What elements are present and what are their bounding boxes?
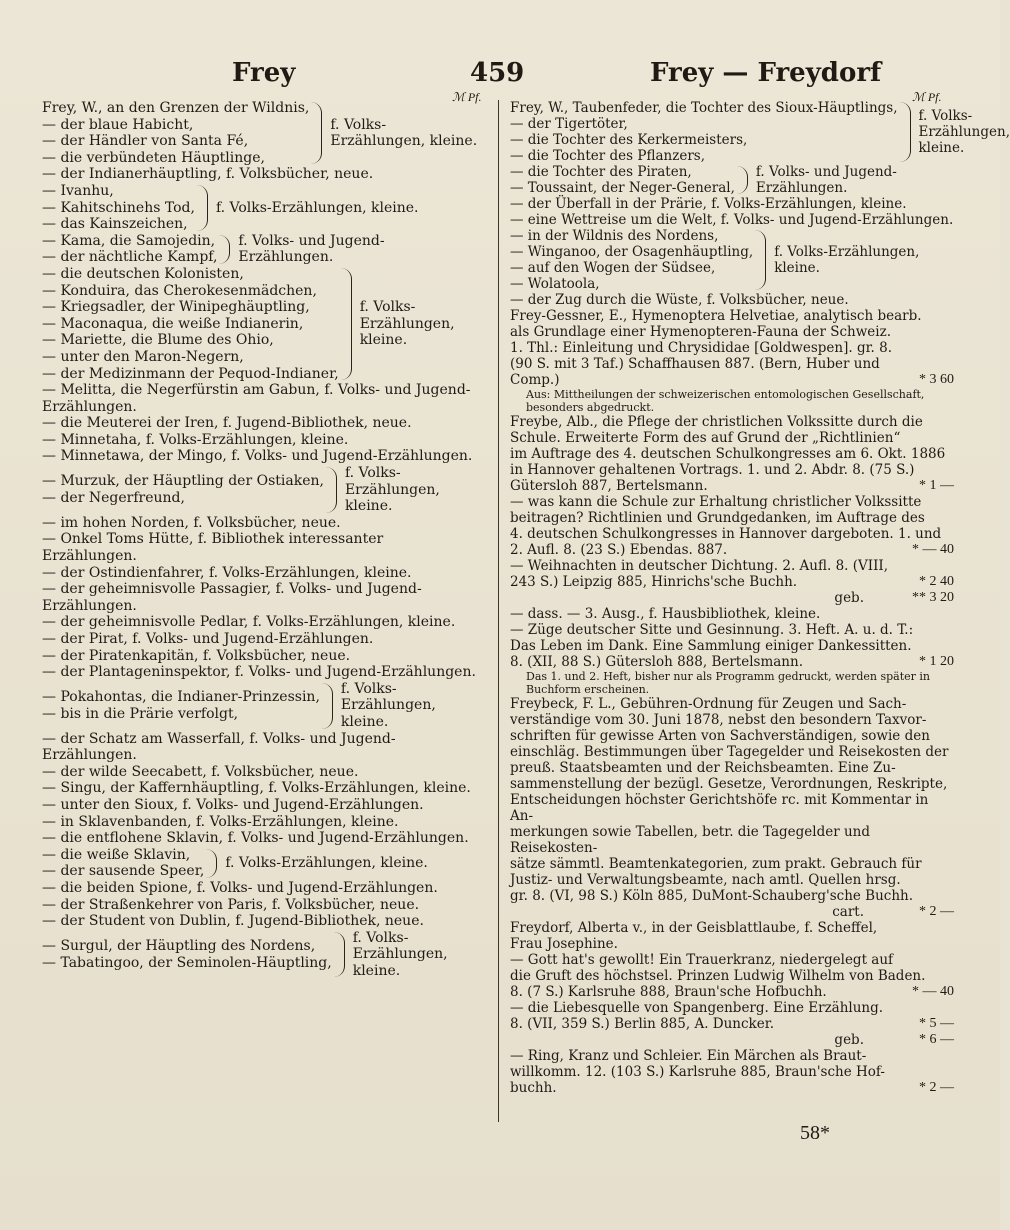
group-series-label: f. Volks- und Jugend-Erzählungen. <box>238 232 385 266</box>
entry-line: sammenstellung der bezügl. Gesetze, Verordnungen, Reskripte, <box>510 776 948 792</box>
brace-bracket <box>197 185 208 231</box>
index-line: — Melitta, die Negerfürstin am Gabun, f. Volks- und Jugend-Erzählungen. <box>42 382 471 415</box>
group-series-label: f. Volks-Erzählungen, kleine. <box>918 108 1010 156</box>
entry-line: verständige vom 30. Juni 1878, nebst den besondern Taxvor- <box>510 712 927 728</box>
group-title: — Toussaint, der Neger-General, <box>510 180 735 196</box>
group-title: — bis in die Prärie verfolgt, <box>42 705 239 722</box>
price-value: * 6 — <box>919 1032 954 1047</box>
index-line: — der Indianerhäuptling, f. Volksbücher, neue. <box>42 166 374 183</box>
bracketed-group <box>42 183 478 233</box>
entry-line: — Ring, Kranz und Schleier. Ein Märchen als Braut- <box>510 1048 867 1064</box>
bibliographic-entry <box>510 920 954 952</box>
index-line: — die beiden Spione, f. Volks- und Jugend-Erzählungen. <box>42 879 438 896</box>
group-series-label: f. Volks-Erzählungen, kleine. <box>774 244 920 276</box>
entry-line: Freybeck, F. L., Gebühren-Ordnung für Zeugen und Sach- <box>510 696 907 712</box>
running-header <box>0 58 1000 92</box>
entry-line: einschläg. Bestimmungen über Tagegelder und Reisekosten der <box>510 744 949 760</box>
entry-line: 1. Thl.: Einleitung und Chrysididae [Goldwespen]. gr. 8. <box>510 340 893 356</box>
group-title: — der nächtliche Kampf, <box>42 249 218 266</box>
brace-bracket <box>334 932 345 978</box>
index-line: — Minnetawa, der Mingo, f. Volks- und Jugend-Erzählungen. <box>42 448 473 465</box>
group-title: — die Tochter des Piraten, <box>510 164 692 180</box>
bibliographic-entry <box>510 414 954 494</box>
group-title: — der blaue Habicht, <box>42 116 194 133</box>
group-series-label: f. Volks-Erzählungen, kleine. <box>359 299 455 349</box>
group-title: — der Tigertöter, <box>510 116 628 132</box>
group-titles <box>510 228 753 292</box>
group-titles <box>42 183 195 233</box>
group-titles <box>42 847 204 880</box>
group-title: — das Kainszeichen, <box>42 216 188 233</box>
entry-line: geb. <box>834 590 864 606</box>
price-value: * 2 — <box>919 904 954 919</box>
index-line: — der geheimnisvolle Pedlar, f. Volks-Erzählungen, kleine. <box>42 614 456 631</box>
entry-line: — was kann die Schule zur Erhaltung christlicher Volkssitte <box>510 494 922 510</box>
bracketed-group <box>42 266 478 382</box>
group-title: — Surgul, der Häuptling des Nordens, <box>42 937 316 954</box>
group-title: — Tabatingoo, der Seminolen-Häuptling, <box>42 954 332 971</box>
brace-bracket <box>322 683 333 729</box>
brace-bracket <box>326 467 337 513</box>
brace-bracket <box>219 235 230 264</box>
entry-line: sätze sämmtl. Beamtenkategorien, zum prakt. Gebrauch für <box>510 856 922 872</box>
group-series-label: f. Volks-Erzählungen, kleine. <box>352 929 448 979</box>
bibliographic-entry <box>510 1032 954 1048</box>
bracketed-group <box>42 465 478 515</box>
price-value: * 3 60 <box>919 372 954 387</box>
index-line: — in Sklavenbanden, f. Volks-Erzählungen, kleine. <box>42 813 399 830</box>
entry-line: 8. (VII, 359 S.) Berlin 885, A. Duncker. <box>510 1016 774 1032</box>
brace-bracket <box>311 102 322 164</box>
group-titles <box>42 473 324 506</box>
index-line: — der Piratenkapitän, f. Volksbücher, neue. <box>42 647 351 664</box>
currency-label-right: ℳ Pf. <box>912 90 942 104</box>
group-series-label: f. Volks-Erzählungen, kleine. <box>215 199 419 216</box>
index-line: — eine Wettreise um die Welt, f. Volks- und Jugend-Erzählungen. <box>510 212 954 228</box>
group-title: — die verbündeten Häuptlinge, <box>42 149 265 166</box>
group-title: — unter den Maron-Negern, <box>42 348 244 365</box>
index-line: — die Meuterei der Iren, f. Jugend-Bibliothek, neue. <box>42 415 412 432</box>
group-title: — Maconaqua, die weiße Indianerin, <box>42 315 304 332</box>
bracketed-group <box>42 847 478 880</box>
bibliographic-entry <box>510 696 954 904</box>
index-line: — der Zug durch die Wüste, f. Volksbücher, neue. <box>510 292 849 308</box>
index-line: — unter den Sioux, f. Volks- und Jugend-Erzählungen. <box>42 796 424 813</box>
brace-bracket <box>900 102 911 162</box>
index-line: — der Ostindienfahrer, f. Volks-Erzählungen, kleine. <box>42 564 412 581</box>
entry-line: buchh. <box>510 1080 557 1096</box>
index-line: — der Überfall in der Prärie, f. Volks-Erzählungen, kleine. <box>510 196 907 212</box>
bracketed-group <box>42 681 478 731</box>
group-titles <box>42 266 339 382</box>
group-title: — der Negerfreund, <box>42 489 185 506</box>
entry-line: als Grundlage einer Hymenopteren-Fauna der Schweiz. <box>510 324 892 340</box>
entry-line: Justiz- und Verwaltungsbeamte, nach amtl. Quellen hrsg. <box>510 872 901 888</box>
column-divider <box>498 100 499 1122</box>
bracketed-group <box>42 233 478 266</box>
bibliographic-entry <box>510 558 954 590</box>
header-left-word: Frey <box>232 58 296 88</box>
index-line: — der wilde Seecabett, f. Volksbücher, neue. <box>42 763 359 780</box>
index-line: — der Pirat, f. Volks- und Jugend-Erzählungen. <box>42 631 374 647</box>
group-title: Frey, W., Taubenfeder, die Tochter des Sioux-Häuptlings, <box>510 100 898 116</box>
entry-line: Freydorf, Alberta v., in der Geisblattlaube, f. Scheffel, <box>510 920 878 936</box>
index-line: — der Schatz am Wasserfall, f. Volks- und Jugend-Erzählungen. <box>42 730 396 764</box>
entry-line: gr. 8. (VI, 98 S.) Köln 885, DuMont-Schauberg'sche Buchh. <box>510 888 914 904</box>
group-title: — Kahitschinehs Tod, <box>42 199 195 216</box>
signature-mark: 58* <box>800 1122 830 1144</box>
entry-line: Gütersloh 887, Bertelsmann. <box>510 478 708 494</box>
index-line: — der Plantageninspektor, f. Volks- und Jugend-Erzählungen. <box>42 664 476 681</box>
entry-line: Comp.) <box>510 372 560 388</box>
entry-line: Das Leben im Dank. Eine Sammlung einiger Dankessitten. <box>510 638 912 654</box>
entry-line: geb. <box>834 1032 864 1048</box>
group-titles <box>42 100 309 166</box>
price-value: * 5 — <box>919 1016 954 1031</box>
entry-line: — Gott hat's gewollt! Ein Trauerkranz, niedergelegt auf <box>510 952 894 968</box>
entry-line: Entscheidungen höchster Gerichtshöfe rc. mit Kommentar in An- <box>510 792 929 824</box>
group-title: — die deutschen Kolonisten, <box>42 265 244 282</box>
group-titles <box>42 938 332 971</box>
bracketed-group <box>510 228 954 292</box>
entry-line: 243 S.) Leipzig 885, Hinrichs'sche Buchh. <box>510 574 798 590</box>
bibliographic-entry <box>510 1048 954 1096</box>
group-title: — Murzuk, der Häuptling der Ostiaken, <box>42 473 324 490</box>
group-series-label: f. Volks- und Jugend-Erzählungen. <box>755 164 897 196</box>
group-title: — in der Wildnis des Nordens, <box>510 228 719 244</box>
index-line: — die entflohene Sklavin, f. Volks- und Jugend-Erzählungen. <box>42 830 469 847</box>
price-value: * — 40 <box>912 542 954 557</box>
entry-line: — Züge deutscher Sitte und Gesinnung. 3. Heft. A. u. d. T.: <box>510 622 914 638</box>
group-title: — die Tochter des Kerkermeisters, <box>510 132 748 148</box>
bibliographic-entry <box>510 308 954 388</box>
group-title: — Ivanhu, <box>42 182 114 199</box>
price-value: ** 3 20 <box>912 590 954 605</box>
bibliographic-entry <box>510 494 954 558</box>
bracketed-group <box>42 930 478 980</box>
group-title: — Mariette, die Blume des Ohio, <box>42 332 274 349</box>
group-titles <box>510 164 735 196</box>
footnote: Aus: Mittheilungen der schweizerischen entomologischen Gesellschaft, besonders abgedruckt. <box>526 388 925 414</box>
group-title: — Winganoo, der Osagenhäuptling, <box>510 244 754 260</box>
entry-line: merkungen sowie Tabellen, betr. die Tagegelder und Reisekosten- <box>510 824 871 856</box>
group-series-label: f. Volks-Erzählungen, kleine. <box>340 680 436 730</box>
group-title: — die Tochter des Pflanzers, <box>510 148 705 164</box>
entry-line: 8. (7 S.) Karlsruhe 888, Braun'sche Hofbuchh. <box>510 984 827 1000</box>
group-title: — Pokahontas, die Indianer-Prinzessin, <box>42 689 320 706</box>
price-value: * 2 — <box>919 1080 954 1095</box>
bibliographic-entry <box>510 1000 954 1032</box>
group-title: — der Medizinmann der Pequod-Indianer, <box>42 365 339 382</box>
header-right-range: Frey — Freydorf <box>650 58 882 88</box>
entry-line: im Auftrage des 4. deutschen Schulkongresses am 6. Okt. 1886 <box>510 446 946 462</box>
entry-line: — die Liebesquelle von Spangenberg. Eine Erzählung. <box>510 1000 884 1016</box>
group-series-label: f. Volks-Erzählungen, kleine. <box>330 116 478 150</box>
entry-line: 2. Aufl. 8. (23 S.) Ebendas. 887. <box>510 542 728 558</box>
right-column <box>510 100 1010 1096</box>
group-title: — der Händler von Santa Fé, <box>42 133 249 150</box>
group-titles <box>42 689 320 722</box>
bracketed-group <box>42 100 478 166</box>
price-value: * — 40 <box>912 984 954 999</box>
entry-line: beitragen? Richtlinien und Grundgedanken, im Auftrage des <box>510 510 925 526</box>
index-line: — im hohen Norden, f. Volksbücher, neue. <box>42 514 341 531</box>
group-title: — auf den Wogen der Südsee, <box>510 260 716 276</box>
index-line: — Singu, der Kaffernhäuptling, f. Volks-Erzählungen, kleine. <box>42 780 471 797</box>
brace-bracket <box>206 849 217 878</box>
page-number: 459 <box>470 58 525 88</box>
left-column <box>42 100 478 979</box>
index-line: — dass. — 3. Ausg., f. Hausbibliothek, kleine. <box>510 606 821 622</box>
entry-line: willkomm. 12. (103 S.) Karlsruhe 885, Braun'sche Hof- <box>510 1064 885 1080</box>
entry-line: in Hannover gehaltenen Vortrags. 1. und 2. Abdr. 8. (75 S.) <box>510 462 915 478</box>
footnote: Das 1. und 2. Heft, bisher nur als Programm gedruckt, werden später in Buchform erscheinen. <box>526 670 931 696</box>
index-line: — der Straßenkehrer von Paris, f. Volksbücher, neue. <box>42 896 420 913</box>
entry-line: (90 S. mit 3 Taf.) Schaffhausen 887. (Bern, Huber und <box>510 356 880 372</box>
group-series-label: f. Volks-Erzählungen, kleine. <box>225 855 428 872</box>
brace-bracket <box>737 166 748 194</box>
brace-bracket <box>341 268 352 380</box>
bracketed-group <box>510 100 1010 164</box>
entry-line: cart. <box>832 904 864 920</box>
group-title: — die weiße Sklavin, <box>42 846 191 863</box>
currency-label-left: ℳ Pf. <box>452 90 482 104</box>
bibliographic-entry <box>510 590 954 606</box>
group-title: — Kriegsadler, der Winipeghäuptling, <box>42 299 310 316</box>
group-title: — Konduira, das Cherokesenmädchen, <box>42 282 317 299</box>
bibliographic-entry <box>510 904 954 920</box>
entry-line: 8. (XII, 88 S.) Gütersloh 888, Bertelsmann. <box>510 654 803 670</box>
brace-bracket <box>755 230 766 290</box>
price-value: * 1 20 <box>919 654 954 669</box>
price-value: * 1 — <box>919 478 954 493</box>
group-title: Frey, W., an den Grenzen der Wildnis, <box>42 100 310 116</box>
index-line: — der Student von Dublin, f. Jugend-Bibliothek, neue. <box>42 913 424 930</box>
entry-line: Frau Josephine. <box>510 936 618 952</box>
bracketed-group <box>510 164 954 196</box>
group-title: — der sausende Speer, <box>42 863 205 880</box>
entry-line: schriften für gewisse Arten von Sachverständigen, sowie den <box>510 728 930 744</box>
index-line: — Minnetaha, f. Volks-Erzählungen, kleine. <box>42 431 349 448</box>
entry-line: preuß. Staatsbeamten und der Reichsbeamten. Eine Zu- <box>510 760 896 776</box>
bibliographic-entry <box>510 622 954 670</box>
group-title: — Kama, die Samojedin, <box>42 232 216 249</box>
entry-line: Freybe, Alb., die Pflege der christlichen Volkssitte durch die <box>510 414 923 430</box>
entry-line: Frey-Gessner, E., Hymenoptera Helvetiae, analytisch bearb. <box>510 308 922 324</box>
group-series-label: f. Volks-Erzählungen, kleine. <box>344 465 440 515</box>
index-line: — der geheimnisvolle Passagier, f. Volks- und Jugend-Erzählungen. <box>42 581 422 614</box>
entry-line: die Gruft des höchstsel. Prinzen Ludwig Wilhelm von Baden. <box>510 968 926 984</box>
entry-line: — Weihnachten in deutscher Dichtung. 2. Aufl. 8. (VIII, <box>510 558 889 574</box>
price-value: * 2 40 <box>919 574 954 589</box>
group-titles <box>510 100 898 164</box>
group-titles <box>42 233 217 266</box>
entry-line: 4. deutschen Schulkongresses in Hannover dargeboten. 1. und <box>510 526 942 542</box>
bibliographic-entry <box>510 952 954 1000</box>
group-title: — Wolatoola, <box>510 276 600 292</box>
index-line: — Onkel Toms Hütte, f. Bibliothek interessanter Erzählungen. <box>42 531 384 565</box>
entry-line: Schule. Erweiterte Form des auf Grund der „Richtlinien“ <box>510 430 901 446</box>
